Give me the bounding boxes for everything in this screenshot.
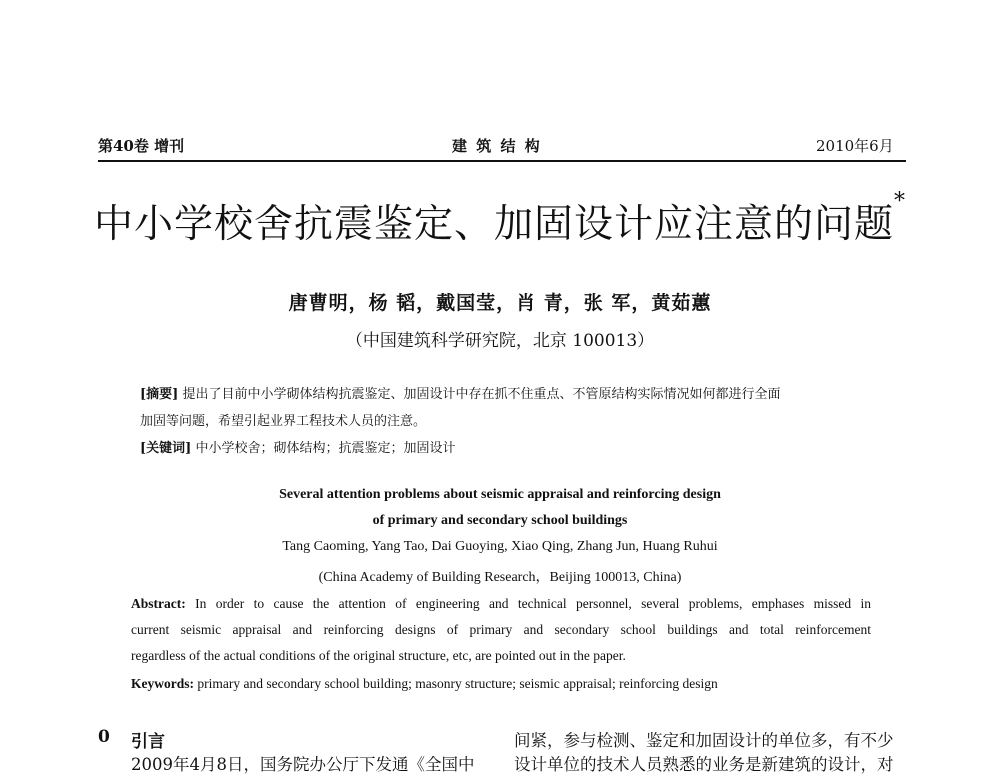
affiliation: （中国建筑科学研究院，北京 100013） [345, 331, 655, 351]
abstract-cn-text-1: 提出了目前中小学砌体结构抗震鉴定、加固设计中存在抓不住重点、不管原结构实际情况如何都进行全面 [182, 387, 781, 402]
running-header-volume: 第40卷 增刊 [98, 137, 185, 155]
keywords-cn [140, 437, 455, 456]
left-column-partial-line: 2009年4月8日，国务院办公厅下发通《全国中 [131, 755, 475, 774]
keywords-cn-text: 中小学校舍；砌体结构；抗震鉴定；加固设计 [195, 441, 456, 456]
authors: 唐曹明，杨 韬，戴国莹，肖 青，张 军，黄茹蕙 [288, 292, 712, 314]
paper-title-text: 中小学校舍抗震鉴定、加固设计应注意的问题 [93, 202, 894, 247]
english-title-line1: Several attention problems about seismic appraisal and reinforcing design [279, 487, 721, 502]
english-authors: Tang Caoming, Yang Tao, Dai Guoying, Xiao Qing, Zhang Jun, Huang Ruhui [282, 539, 718, 554]
english-abstract-line3: regardless of the actual conditions of the original structure, etc, are pointed out in the paper. [131, 648, 626, 663]
abstract-cn-line2: 加固等问题，希望引起业界工程技术人员的注意。 [140, 414, 427, 429]
english-abstract-label: Abstract: [131, 596, 186, 611]
running-header-date: 2010年6月 [816, 137, 894, 155]
right-column-partial-line: 设计单位的技术人员熟悉的业务是新建筑的设计，对 [514, 755, 894, 774]
running-header-journal: 建 筑 结 构 [452, 137, 542, 155]
paper-title [0, 189, 1000, 249]
english-keywords [131, 676, 871, 692]
title-footnote-mark: * [894, 189, 906, 214]
english-abstract-line1 [131, 596, 871, 612]
keywords-cn-label: [关键词] [140, 441, 192, 456]
english-keywords-text: primary and secondary school building; masonry structure; seismic appraisal; reinforcing design [197, 676, 718, 691]
english-title-line2: of primary and secondary school buildings [372, 513, 628, 528]
english-affiliation: (China Academy of Building Research，Beijing 100013, China) [318, 570, 682, 585]
english-abstract-line2: current seismic appraisal and reinforcing designs of primary and secondary school buildings and total reinforcement [131, 622, 871, 637]
english-abstract-text-1: In order to cause the attention of engineering and technical personnel, several problems, emphases missed in [195, 596, 871, 611]
english-keywords-label: Keywords: [131, 676, 194, 691]
abstract-cn-line1 [140, 383, 780, 402]
section-number: 0 [98, 727, 110, 747]
right-column-line1: 间紧，参与检测、鉴定和加固设计的单位多，有不少 [514, 731, 894, 750]
section-title: 引言 [131, 732, 165, 752]
abstract-cn-label: [摘要] [140, 387, 179, 402]
header-rule [98, 160, 906, 162]
